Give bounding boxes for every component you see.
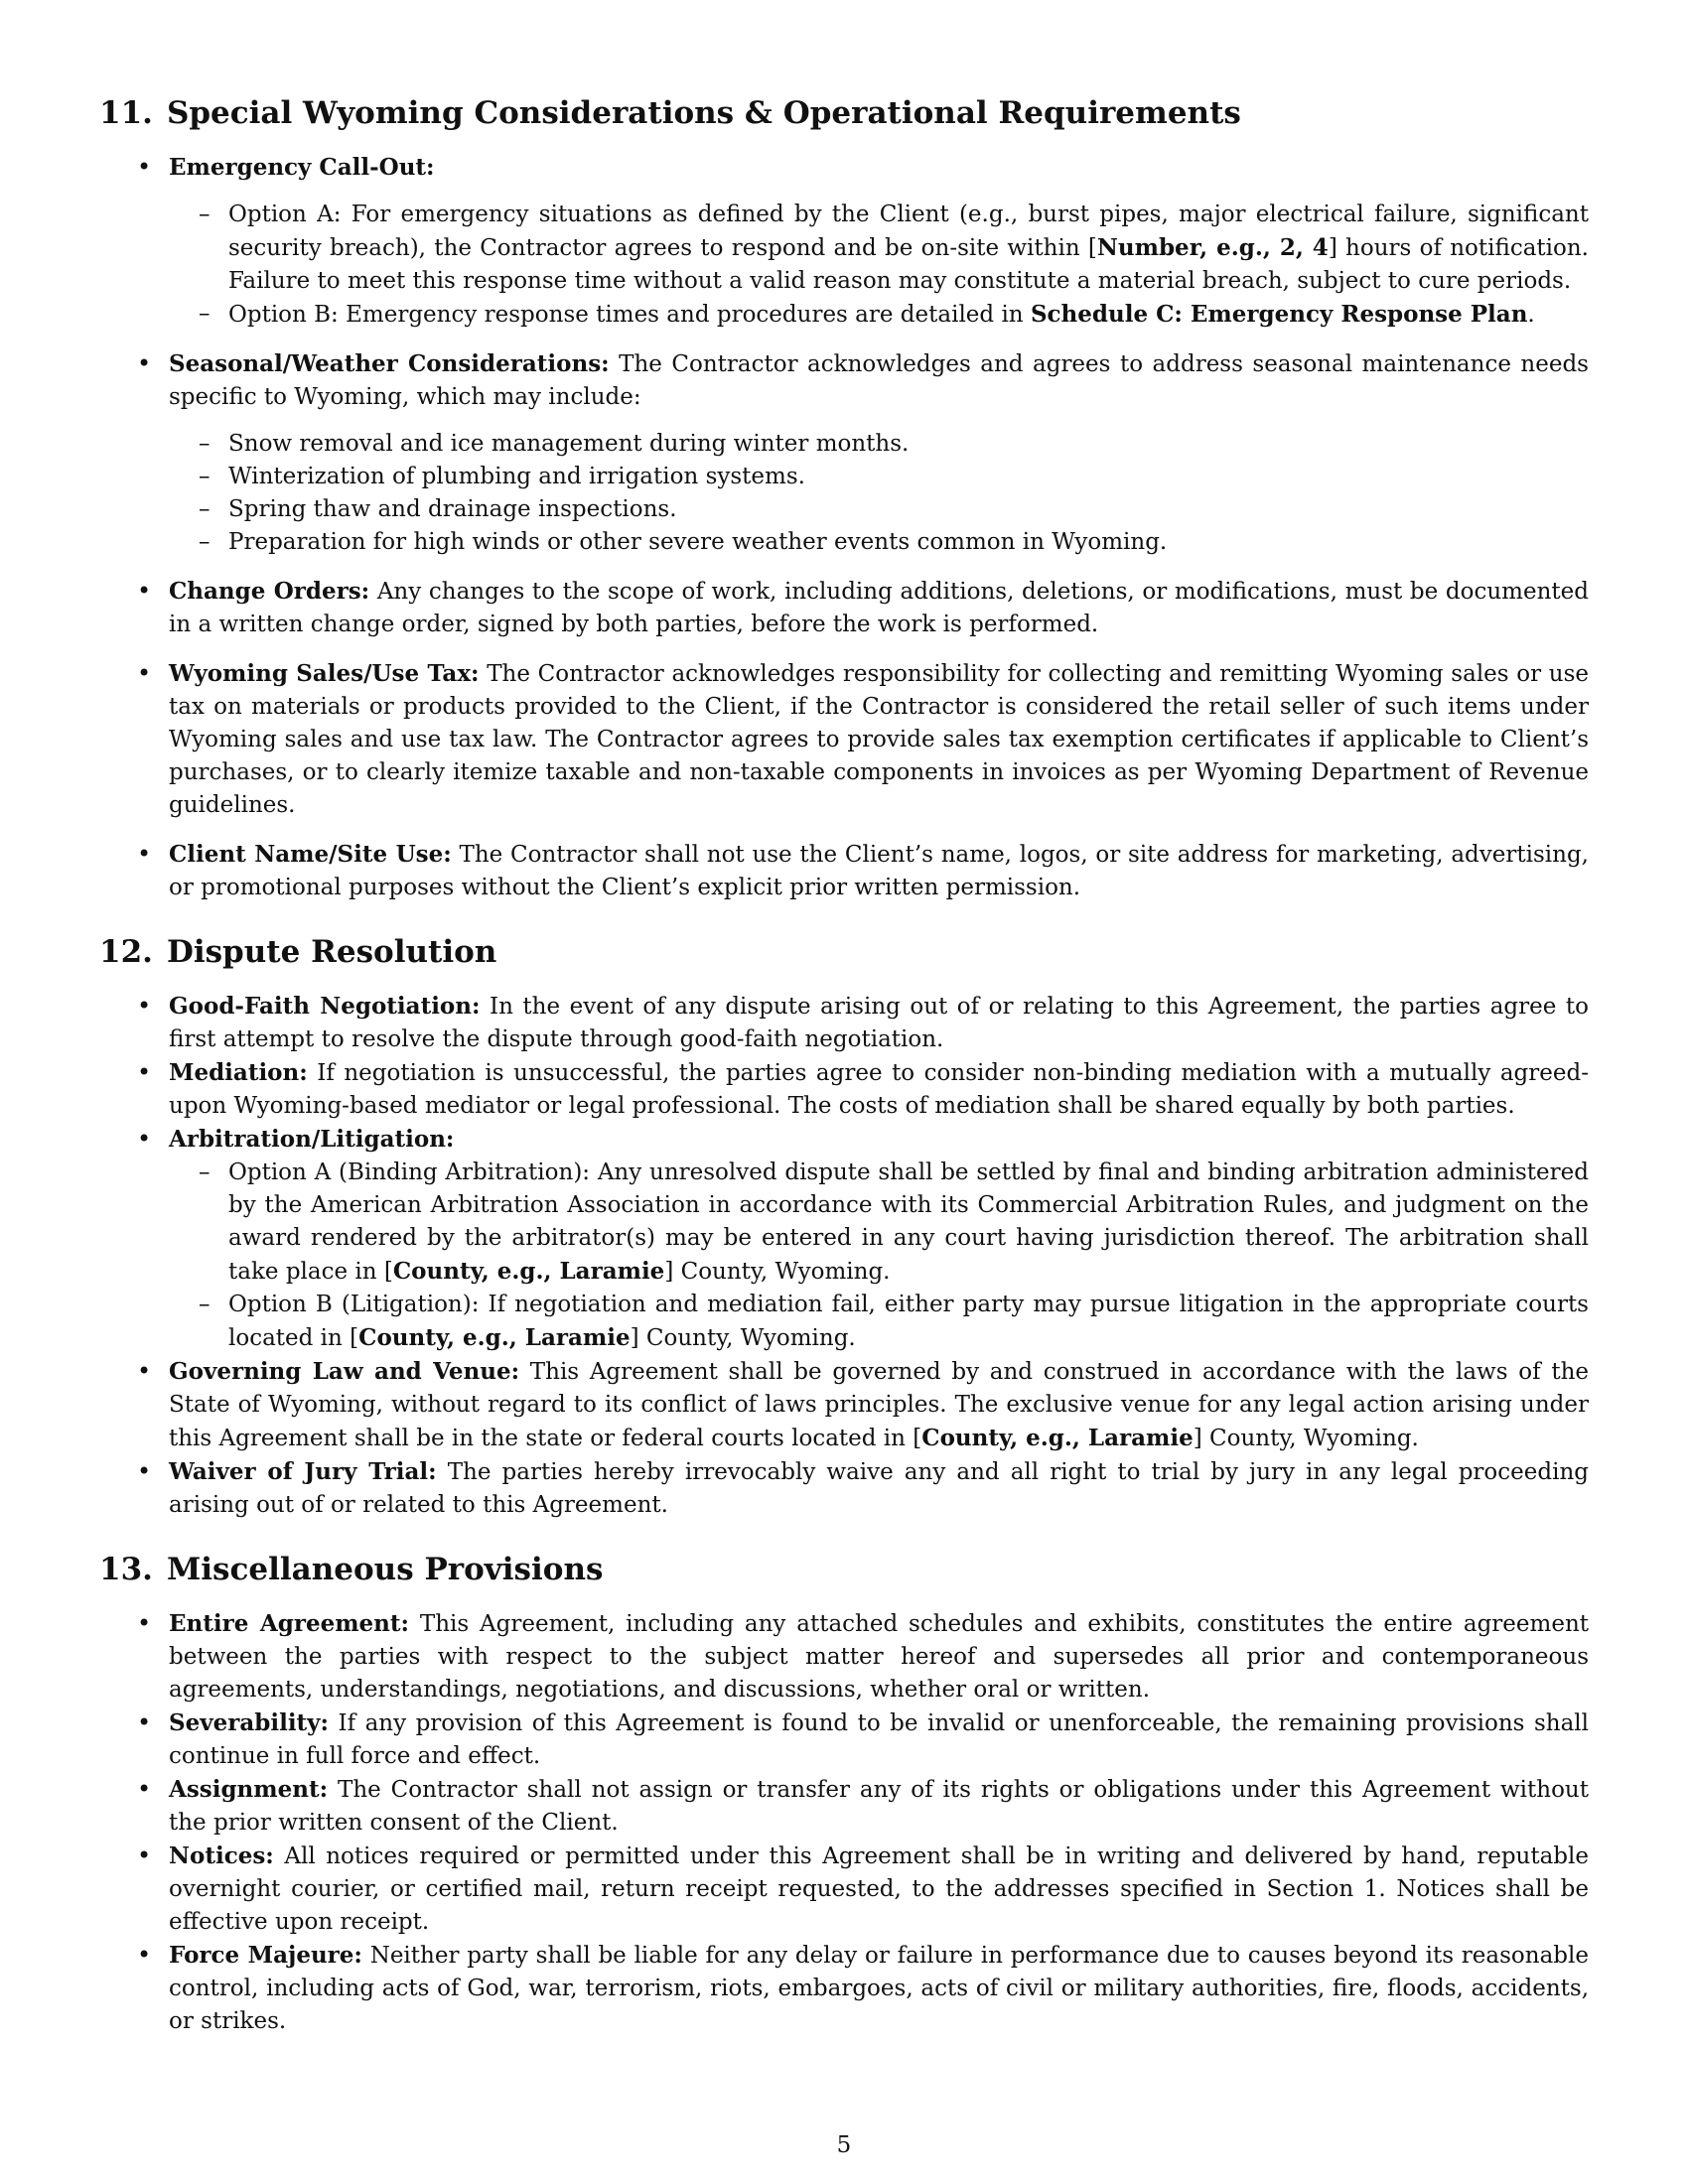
section-title: Miscellaneous Provisions: [166, 1552, 604, 1587]
section-13-heading: [99, 1550, 1589, 1589]
placeholder-field: Number, e.g., 2, 4: [1096, 234, 1329, 261]
schedule-reference: Schedule C: Emergency Response Plan: [1030, 301, 1528, 328]
section-12-heading: [99, 932, 1589, 972]
list-item-negotiation: [99, 990, 1589, 1056]
item-text: The Contractor acknowledges responsibility for collecting and remitting Wyoming sales or use tax on materials or products provided to the Client, if the Contractor is considered the retail seller of such items under Wyoming sales and use tax law. The Contractor agrees to provide sales tax exemption certificates if applicable to Client’s purchases, or to clearly itemize taxable and non-taxable components in invoices as per Wyoming Department of Revenue guidelines.: [169, 661, 1589, 818]
placeholder-field: County, e.g., Laramie: [392, 1258, 665, 1285]
item-label: Arbitration/Litigation:: [169, 1126, 455, 1153]
arbitration-options: [169, 1157, 1589, 1355]
section-11: [99, 93, 1589, 904]
item-label: Governing Law and Venue:: [169, 1358, 520, 1385]
list-item-notices: [99, 1840, 1589, 1939]
section-12: [99, 932, 1589, 1522]
section-number: 12.: [99, 934, 153, 970]
arbitration-option-b: [169, 1289, 1589, 1355]
section-11-list: [99, 151, 1589, 904]
item-label: Emergency Call-Out:: [169, 154, 435, 181]
emergency-options: [169, 199, 1589, 332]
item-text: The Contractor shall not assign or transfer any of its rights or obligations under this Agreement without the prior written consent of the Client.: [169, 1777, 1589, 1836]
item-label: Seasonal/Weather Considerations:: [169, 350, 610, 377]
section-title: Dispute Resolution: [166, 934, 497, 970]
option-text: Option B: Emergency response times and procedures are detailed in: [228, 302, 1031, 328]
item-label: Severability:: [169, 1709, 330, 1736]
item-text: This Agreement, including any attached schedules and exhibits, constitutes the entire agreement between the parties with respect to the subject matter hereof and supersedes all prior and contemporaneous agreements, understandings, negotiations, and discussions, whether oral or written.: [169, 1611, 1590, 1703]
list-item-jury-waiver: [99, 1455, 1589, 1522]
item-label: Change Orders:: [169, 578, 370, 605]
item-text: The parties hereby irrevocably waive any and all right to trial by jury in any legal proceeding arising out of or related to this Agreement.: [169, 1459, 1589, 1518]
list-item-severability: [99, 1706, 1589, 1773]
option-text: ] County, Wyoming.: [664, 1259, 891, 1285]
list-item-seasonal: [99, 347, 1589, 559]
item-label: Notices:: [169, 1843, 274, 1869]
emergency-option-a: [169, 199, 1589, 298]
section-12-list: [99, 990, 1589, 1522]
page-number: 5: [836, 2132, 852, 2158]
option-text: Option A: For emergency situations as defined by the Client (e.g., burst pipes, major electrical failure, significant security breach), the Contractor agrees to respond and be on-site within [: [228, 202, 1589, 261]
list-item-change-orders: [99, 575, 1589, 641]
section-11-heading: [99, 93, 1589, 133]
list-item-force-majeure: [99, 1939, 1589, 2038]
item-label: Mediation:: [169, 1059, 308, 1086]
item-text: Neither party shall be liable for any delay or failure in performance due to causes beyond its reasonable control, including acts of God, war, terrorism, riots, embargoes, acts of civil or military authorities, fire, floods, accidents, or strikes.: [169, 1943, 1589, 2034]
page-content: [99, 93, 1589, 2066]
list-item-entire-agreement: [99, 1607, 1589, 1706]
list-item-sales-tax: [99, 657, 1589, 822]
item-text: ] County, Wyoming.: [1193, 1426, 1419, 1451]
emergency-option-b: [169, 298, 1589, 332]
item-text: Any changes to the scope of work, including additions, deletions, or modifications, must be documented in a written change order, signed by both parties, before the work is performed.: [169, 579, 1589, 637]
item-label: Client Name/Site Use:: [169, 841, 452, 868]
list-item-mediation: [99, 1056, 1589, 1123]
section-title: Special Wyoming Considerations & Operational Requirements: [166, 95, 1241, 131]
option-text: Option B (Litigation): If negotiation and mediation fail, either party may pursue litigation in the appropriate courts located in [: [228, 1292, 1589, 1351]
item-text: If negotiation is unsuccessful, the parties agree to consider non-binding mediation with a mutually agreed-upon Wyoming-based mediator or legal professional. The costs of mediation shall be shared equally by both parties.: [169, 1060, 1589, 1119]
option-text: ] hours of notification. Failure to meet this response time without a valid reason may constitute a material breach, subject to cure periods.: [228, 235, 1589, 294]
section-number: 11.: [99, 95, 153, 131]
list-item-governing-law: [99, 1355, 1589, 1455]
seasonal-item: – Winterization of plumbing and irrigation systems.: [169, 461, 1589, 493]
option-text: ] County, Wyoming.: [630, 1325, 856, 1351]
placeholder-field: County, e.g., Laramie: [921, 1425, 1194, 1451]
item-label: Entire Agreement:: [169, 1610, 410, 1637]
item-text: The Contractor shall not use the Client’s name, logos, or site address for marketing, advertising, or promotional purposes without the Client’s explicit prior written permission.: [169, 842, 1589, 900]
item-text: If any provision of this Agreement is found to be invalid or unenforceable, the remaining provisions shall continue in full force and effect.: [169, 1710, 1589, 1769]
list-item-emergency-call-out: [99, 151, 1589, 332]
section-13: [99, 1550, 1589, 2038]
item-label: Waiver of Jury Trial:: [169, 1458, 437, 1485]
arbitration-option-a: [169, 1157, 1589, 1289]
section-13-list: [99, 1607, 1589, 2038]
item-label: Good-Faith Negotiation:: [169, 993, 481, 1020]
option-text: .: [1527, 302, 1535, 328]
item-label: Assignment:: [169, 1776, 329, 1803]
list-item-assignment: [99, 1773, 1589, 1840]
list-item-client-name: [99, 838, 1589, 904]
item-label: Wyoming Sales/Use Tax:: [169, 660, 480, 687]
seasonal-item: – Spring thaw and drainage inspections.: [169, 493, 1589, 526]
placeholder-field: County, e.g., Laramie: [358, 1324, 631, 1351]
list-item-arbitration: [99, 1123, 1589, 1355]
item-text: The Contractor acknowledges and agrees to address seasonal maintenance needs specific to Wyoming, which may include:: [169, 351, 1589, 410]
seasonal-item: – Preparation for high winds or other severe weather events common in Wyoming.: [169, 526, 1589, 559]
item-text: All notices required or permitted under this Agreement shall be in writing and delivered by hand, reputable overnight courier, or certified mail, return receipt requested, to the addresses specified in Section 1. Notices shall be effective upon receipt.: [169, 1843, 1589, 1935]
seasonal-items: [169, 428, 1589, 559]
item-label: Force Majeure:: [169, 1942, 362, 1969]
item-text: In the event of any dispute arising out of or relating to this Agreement, the parties agree to first attempt to resolve the dispute through good-faith negotiation.: [169, 994, 1589, 1052]
item-text: This Agreement shall be governed by and construed in accordance with the laws of the State of Wyoming, without regard to its conflict of laws principles. The exclusive venue for any legal action arising under this Agreement shall be in the state or federal courts located in [: [169, 1359, 1589, 1451]
section-number: 13.: [99, 1552, 153, 1587]
option-text: Option A (Binding Arbitration): Any unresolved dispute shall be settled by final and binding arbitration administered by the American Arbitration Association in accordance with its Commercial Arbitration Rules, and judgment on the award rendered by the arbitrator(s) may be entered in any court having jurisdiction thereof. The arbitration shall take place in [: [228, 1160, 1589, 1285]
seasonal-item: – Snow removal and ice management during winter months.: [169, 428, 1589, 461]
